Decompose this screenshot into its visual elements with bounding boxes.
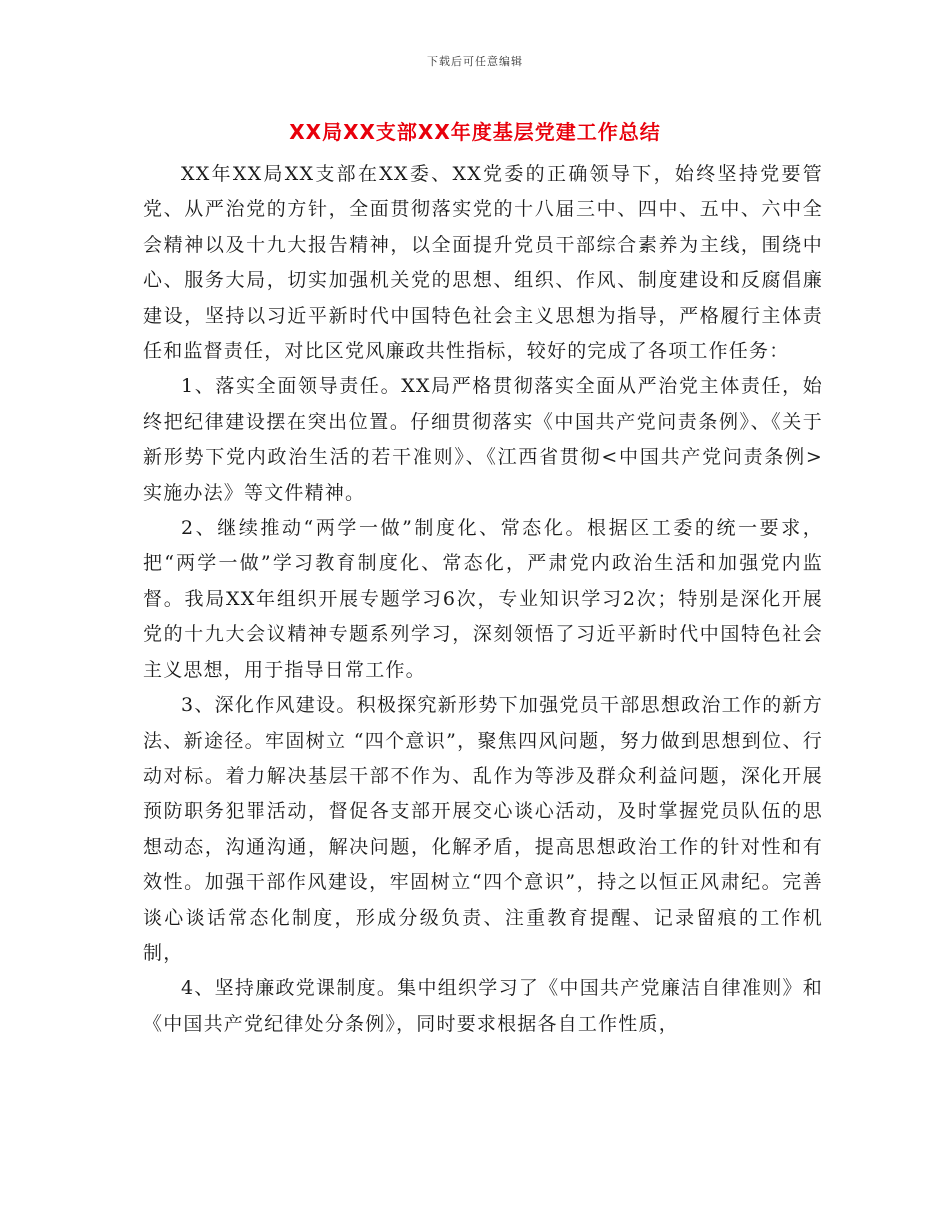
document-title: XX局XX支部XX年度基层党建工作总结: [289, 120, 661, 144]
paragraph-intro: XX年XX局XX支部在XX委、XX党委的正确领导下，始终坚持党要管党、从严治党的方针，全面贯彻落实党的十八届三中、四中、五中、六中全会精神以及十九大报告精神，以全面提升党员干部综合素养为主线，围绕中心、服务大局，切实加强机关党的思想、组织、作风、制度建设和反腐倡廉建设，坚持以习近平新时代中国特色社会主义思想为指导，严格履行主体责任和监督责任，对比区党风廉政共性指标，较好的完成了各项工作任务：: [143, 163, 823, 363]
paragraph-1: 1、落实全面领导责任。XX局严格贯彻落实全面从严治党主体责任，始终把纪律建设摆在突出位置。仔细贯彻落实《中国共产党问责条例》、《关于新形势下党内政治生活的若干准则》、《江西省贯彻<中国共产党问责条例>实施办法》等文件精神。: [143, 375, 823, 504]
document-body: [143, 157, 823, 1042]
paragraph-3: 3、深化作风建设。积极探究新形势下加强党员干部思想政治工作的新方法、新途径。牢固树立 “四个意识”，聚焦四风问题，努力做到思想到位、行动对标。着力解决基层干部不作为、乱作为等涉及群众利益问题，深化开展预防职务犯罪活动，督促各支部开展交心谈心活动，及时掌握党员队伍的思想动态，沟通沟通，解决问题，化解矛盾，提高思想政治工作的针对性和有效性。加强干部作风建设，牢固树立“四个意识”，持之以恒正风肃纪。完善谈心谈话常态化制度，形成分级负责、注重教育提醒、记录留痕的工作机制，: [143, 694, 823, 964]
header-note: 下载后可任意编辑: [427, 55, 523, 68]
paragraph-4: 4、坚持廉政党课制度。集中组织学习了《中国共产党廉洁自律准则》和《中国共产党纪律处分条例》，同时要求根据各自工作性质，: [143, 977, 823, 1035]
paragraph-2: 2、继续推动“两学一做”制度化、常态化。根据区工委的统一要求，把“两学一做”学习教育制度化、常态化，严肃党内政治生活和加强党内监督。我局XX年组织开展专题学习6次，专业知识学习2次；特别是深化开展党的十九大会议精神专题系列学习，深刻领悟了习近平新时代中国特色社会主义思想，用于指导日常工作。: [143, 517, 823, 681]
